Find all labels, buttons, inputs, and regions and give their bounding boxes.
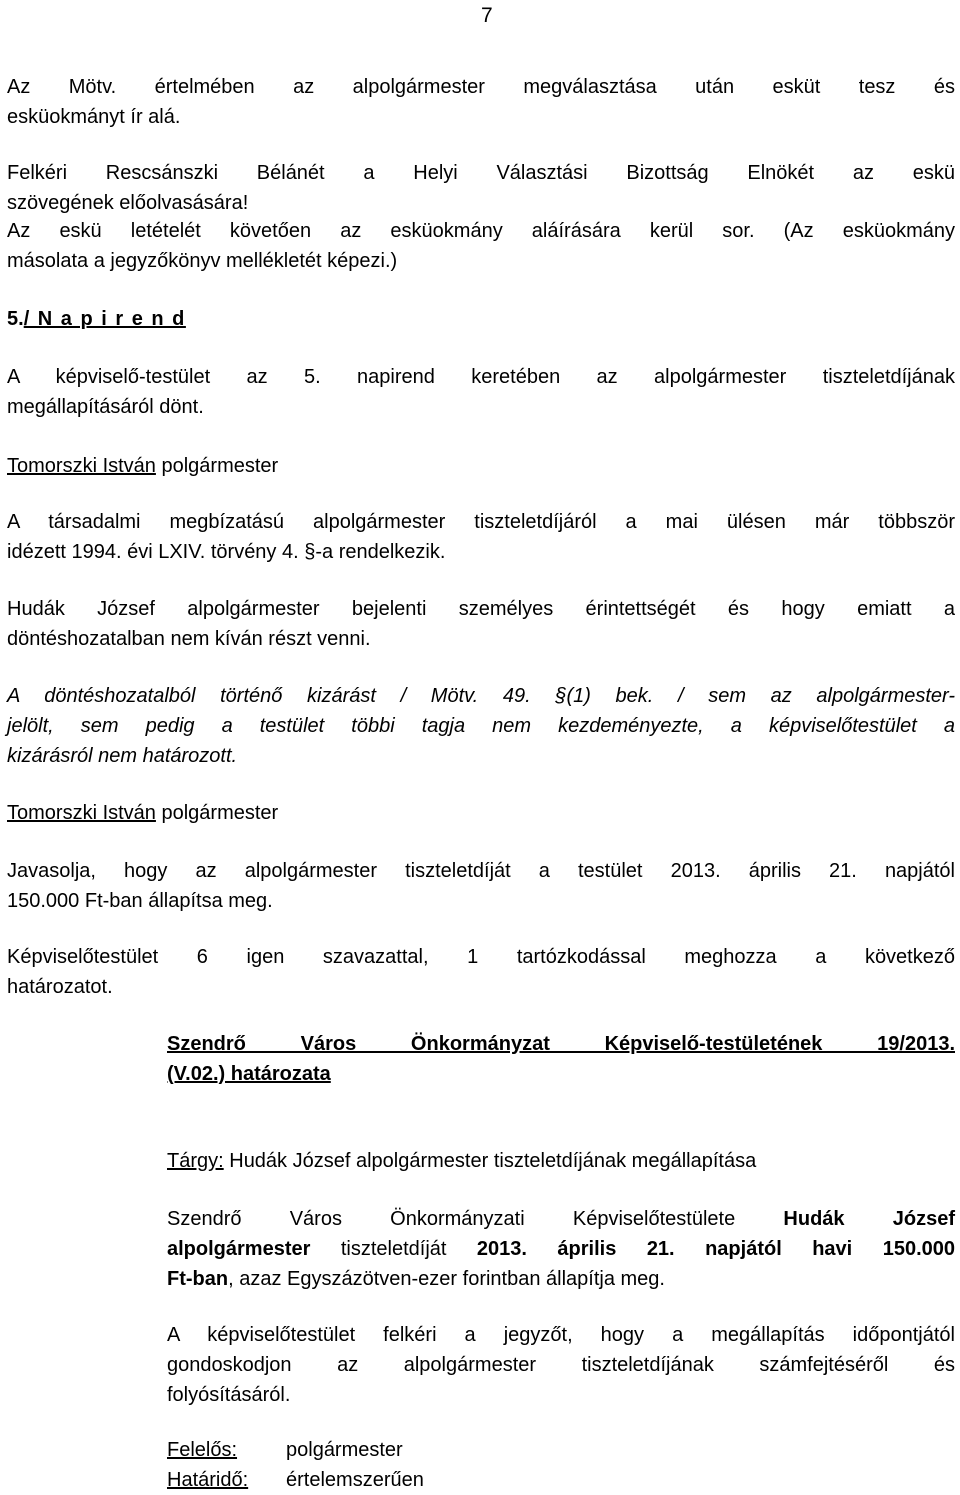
text-line: 150.000 Ft-ban állapítsa meg. (7, 890, 273, 912)
agenda-heading (7, 304, 955, 334)
resolution-title (167, 1029, 955, 1089)
text-line: (V.02.) határozata (167, 1063, 331, 1085)
text-line: másolata a jegyzőkönyv mellékletét képezi.) (7, 250, 398, 272)
agenda-label: / N a p i r e n d (23, 308, 186, 330)
subject-label: Tárgy: (167, 1150, 224, 1172)
text-line: döntéshozatalban nem kíván részt venni. (7, 628, 371, 650)
text-line: megállapításáról dönt. (7, 396, 204, 418)
text-line: jelölt, sem pedig a testület többi tagja nem kezdeményezte, a képviselőtestület a (7, 715, 955, 737)
text-run: Szendrő Város Önkormányzati Képviselőtestülete (167, 1208, 784, 1230)
deadline-row (167, 1465, 955, 1495)
text-run: tiszteletdíját (310, 1238, 477, 1260)
resolution-subject (167, 1146, 955, 1176)
text-line: Javasolja, hogy az alpolgármester tiszteletdíját a testület 2013. április 21. napjától (7, 860, 955, 882)
text-run-bold: alpolgármester (167, 1238, 311, 1260)
resolution-decision (167, 1204, 955, 1294)
text-line: szövegének előolvasására! (7, 192, 249, 214)
text-line: Az eskü letételét követően az esküokmány aláírására kerül sor. (Az esküokmány (7, 220, 955, 242)
subject-text: Hudák József alpolgármester tiszteletdíjának megállapítása (223, 1150, 757, 1172)
speaker-1 (7, 451, 955, 481)
text-line (167, 1234, 955, 1264)
speaker-role: polgármester (155, 802, 279, 824)
speaker-2 (7, 798, 955, 828)
text-line: A társadalmi megbízatású alpolgármester tiszteletdíjáról a mai ülésen már többször (7, 511, 955, 533)
paragraph-signing (7, 216, 955, 276)
paragraph-law (7, 507, 955, 567)
text-line: Szendrő Város Önkormányzat Képviselő-testületének 19/2013. (167, 1033, 955, 1055)
deadline-label: Határidő: (167, 1469, 249, 1491)
text-line: kizárásról nem határozott. (7, 745, 238, 767)
text-line (167, 1204, 955, 1234)
responsible-value: polgármester (286, 1439, 403, 1461)
text-line: Hudák József alpolgármester bejelenti személyes érintettségét és hogy emiatt a (7, 598, 955, 620)
speaker-role: polgármester (155, 455, 279, 477)
text-line: idézett 1994. évi LXIV. törvény 4. §-a rendelkezik. (7, 541, 446, 563)
text-line: esküokmányt ír alá. (7, 106, 181, 128)
text-line: A képviselő-testület az 5. napirend keretében az alpolgármester tiszteletdíjának (7, 366, 955, 388)
resolution-footer (167, 1435, 955, 1495)
paragraph-agenda-intro (7, 362, 955, 422)
text-line: folyósításáról. (167, 1384, 291, 1406)
resolution-instruction (167, 1320, 955, 1410)
paragraph-vote (7, 942, 955, 1002)
text-run-bold: 2013. április 21. napjától havi 150.000 (476, 1238, 955, 1260)
text-line: gondoskodjon az alpolgármester tiszteletdíjának számfejtéséről és (167, 1354, 955, 1376)
text-line: Felkéri Rescsánszki Bélánét a Helyi Választási Bizottság Elnökét az eskü (7, 162, 955, 184)
paragraph-proposal (7, 856, 955, 916)
text-run-bold: Hudák József (783, 1208, 955, 1230)
text-run: , azaz Egyszázötven-ezer forintban állapítja meg. (228, 1268, 665, 1290)
responsible-row (167, 1435, 955, 1465)
speaker-name: Tomorszki István (7, 802, 156, 824)
deadline-value: értelemszerűen (286, 1469, 424, 1491)
paragraph-exclusion (7, 681, 955, 771)
text-run-bold: Ft-ban (167, 1268, 229, 1290)
responsible-label: Felelős: (167, 1439, 238, 1461)
text-line: Az Mötv. értelmében az alpolgármester megválasztása után esküt tesz és (7, 76, 955, 98)
text-line (167, 1264, 955, 1294)
agenda-number: 5. (7, 308, 24, 330)
text-line: A képviselőtestület felkéri a jegyzőt, hogy a megállapítás időpontjától (167, 1324, 955, 1346)
paragraph-oath (7, 72, 955, 132)
text-line: Képviselőtestület 6 igen szavazattal, 1 tartózkodással meghozza a következő (7, 946, 955, 968)
text-line: határozatot. (7, 976, 113, 998)
page-number: 7 (481, 4, 493, 27)
paragraph-request (7, 158, 955, 218)
paragraph-conflict (7, 594, 955, 654)
text-line: A döntéshozatalból történő kizárást / Mötv. 49. §(1) bek. / sem az alpolgármester- (7, 685, 955, 707)
speaker-name: Tomorszki István (7, 455, 156, 477)
